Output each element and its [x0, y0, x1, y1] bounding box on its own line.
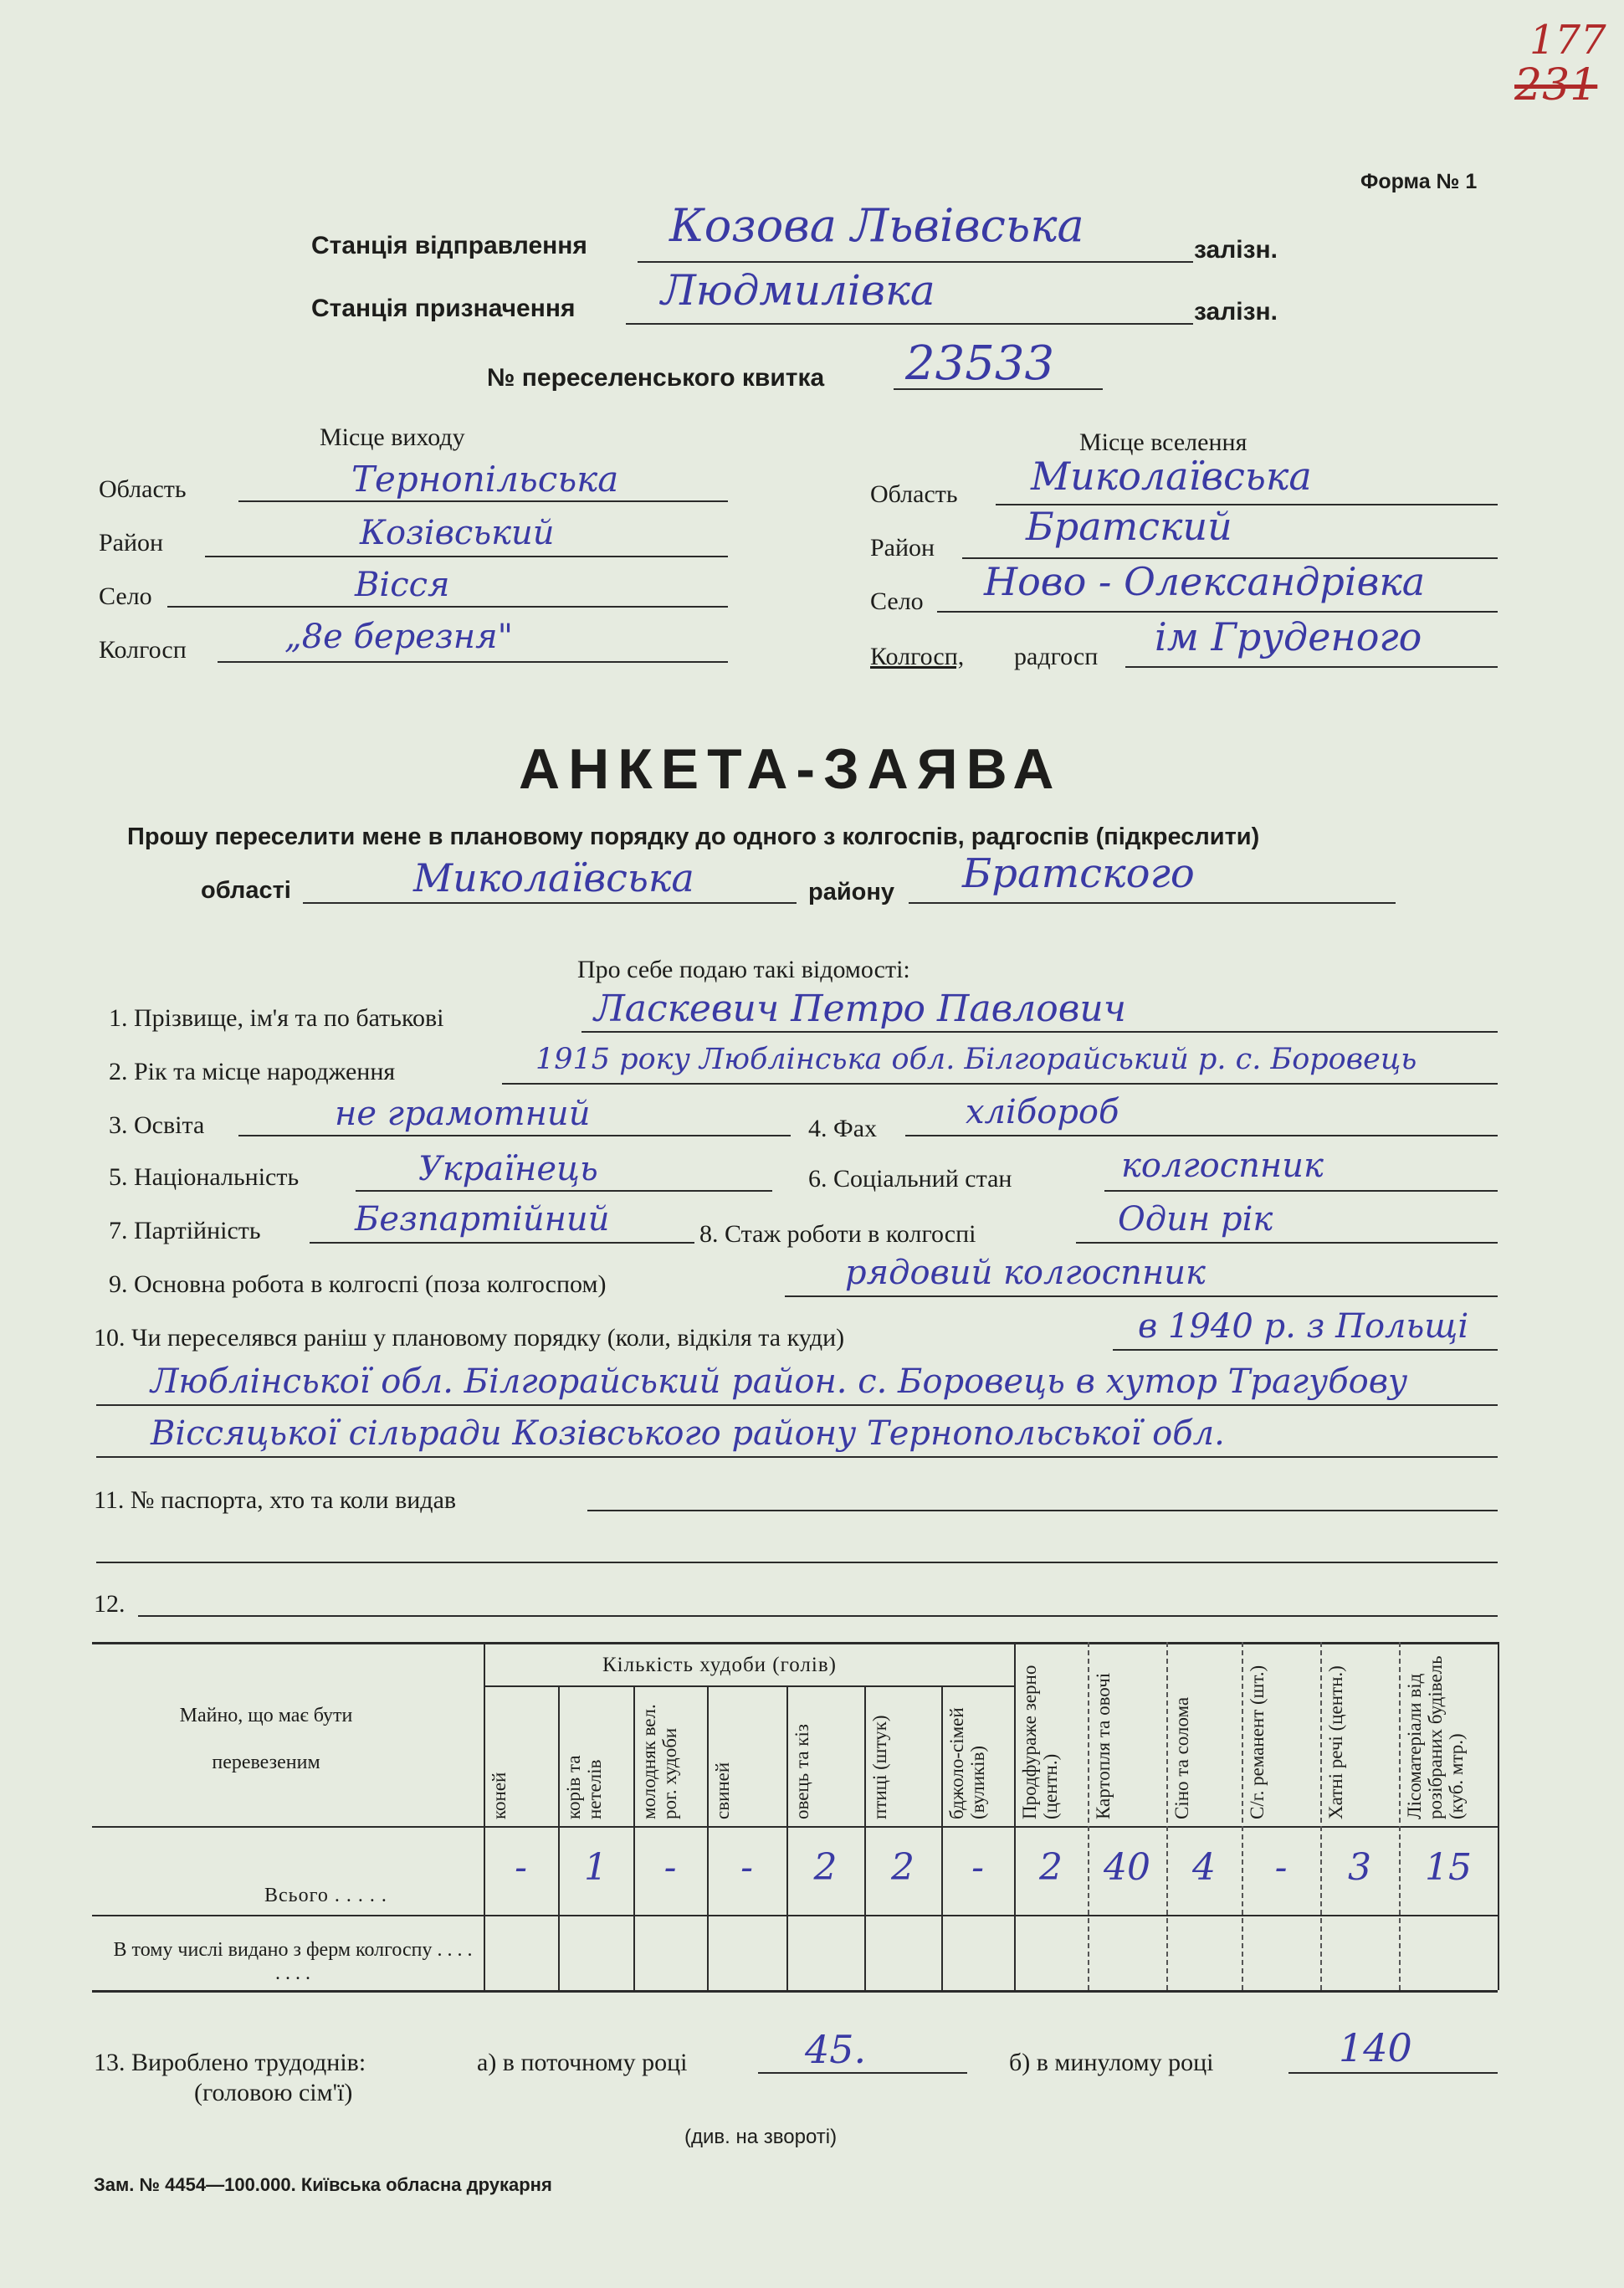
- column-header: свиней: [712, 1762, 733, 1819]
- f8-line: [1076, 1242, 1498, 1244]
- dest-kolhosp-line: [1125, 666, 1498, 668]
- f6-value[interactable]: колгоспник: [1121, 1147, 1324, 1185]
- departure-line: [638, 261, 1193, 263]
- dest-rayon-value[interactable]: Братский: [1026, 504, 1232, 549]
- f11-label: 11. № паспорта, хто та коли видав: [94, 1486, 457, 1514]
- f6-label: 6. Соціальний стан: [808, 1165, 1012, 1193]
- column-divider: [1014, 1642, 1016, 1990]
- f1-label: 1. Прізвище, ім'я та по батькові: [109, 1004, 444, 1032]
- origin-rayon-value[interactable]: Козівський: [360, 514, 555, 552]
- total-value[interactable]: 15: [1425, 1846, 1472, 1889]
- column-divider: [484, 1642, 485, 1990]
- f12-label: 12.: [94, 1590, 126, 1618]
- rail-suffix-1: залізн.: [1194, 236, 1278, 264]
- column-header: Сіно та солома: [1171, 1696, 1192, 1819]
- column-divider: [864, 1685, 866, 1990]
- f6-line: [1104, 1190, 1498, 1192]
- workdays-label: 13. Вироблено трудоднів:: [94, 2049, 366, 2076]
- workdays-previous-line: [1288, 2072, 1498, 2074]
- origin-rayon-label: Район: [99, 529, 164, 557]
- f10-label: 10. Чи переселявся раніш у плановому порядку (коли, відкіля та куди): [94, 1324, 845, 1352]
- rail-suffix-2: залізн.: [1194, 298, 1278, 326]
- origin-selo-line: [167, 606, 728, 608]
- column-divider: [707, 1685, 709, 1990]
- column-divider: [1242, 1642, 1243, 1990]
- f11-line-2: [96, 1562, 1498, 1563]
- workdays-current-value[interactable]: 45.: [805, 2027, 867, 2072]
- ticket-value[interactable]: 23533: [905, 336, 1055, 391]
- dest-radhosp-label: радгосп: [1014, 643, 1099, 670]
- total-value[interactable]: 3: [1348, 1846, 1371, 1889]
- column-header: Продфураже зерно (центн.): [1019, 1665, 1061, 1819]
- destination-value[interactable]: Людмилівка: [661, 266, 935, 315]
- workdays-previous-value[interactable]: 140: [1339, 2025, 1412, 2070]
- workdays-previous-label: б) в минулому році: [1009, 2049, 1214, 2076]
- total-value[interactable]: -: [971, 1846, 984, 1889]
- table-header-bottom: [92, 1826, 1498, 1828]
- origin-oblast-line: [238, 500, 728, 502]
- column-divider: [1399, 1642, 1401, 1990]
- info-intro: Про себе подаю такі відомості:: [577, 956, 910, 983]
- f1-value[interactable]: Ласкевич Петро Павлович: [594, 988, 1127, 1030]
- column-divider: [1166, 1642, 1168, 1990]
- f7-value[interactable]: Безпартійний: [355, 1200, 610, 1239]
- column-divider: [786, 1685, 788, 1990]
- origin-heading: Місце виходу: [320, 423, 465, 451]
- workdays-current-line: [758, 2072, 967, 2074]
- see-reverse: (див. на звороті): [684, 2126, 838, 2148]
- column-header: Лісоматеріали від розібраних будівель (куб. мтр.): [1404, 1655, 1467, 1819]
- destination-label: Станція призначення: [311, 295, 576, 322]
- f5-label: 5. Національність: [109, 1163, 300, 1191]
- f10-value-2[interactable]: Люблінської обл. Білгорайський район. с. Боровець в хутор Трагубову: [151, 1362, 1408, 1401]
- dest-kolhosp-value[interactable]: ім Груденого: [1155, 614, 1422, 659]
- livestock-header-line: [484, 1685, 1014, 1687]
- table-total-bottom: [92, 1915, 1498, 1916]
- departure-value[interactable]: Козова Львівська: [669, 199, 1084, 252]
- f4-value[interactable]: хлібороб: [966, 1093, 1119, 1131]
- table-bottom-border: [92, 1990, 1498, 1993]
- destination-line: [626, 323, 1193, 325]
- f7-line: [310, 1242, 694, 1244]
- request-rayon-value[interactable]: Братского: [962, 850, 1195, 897]
- f10-value-3[interactable]: Віссяцької сільради Козівського району Тернопольської обл.: [151, 1414, 1225, 1453]
- f4-label: 4. Фах: [808, 1115, 878, 1142]
- f9-line: [785, 1295, 1498, 1297]
- origin-kolhosp-value[interactable]: „8е березня": [284, 618, 513, 656]
- f1-line: [581, 1031, 1498, 1033]
- f11-line-1: [587, 1510, 1498, 1511]
- table-top-border: [92, 1642, 1498, 1644]
- property-header: Майно, що має бути перевезеним: [179, 1705, 353, 1773]
- dest-oblast-label: Область: [870, 480, 958, 508]
- origin-kolhosp-line: [218, 661, 728, 663]
- dest-selo-line: [937, 611, 1498, 613]
- total-value[interactable]: 2: [891, 1846, 914, 1889]
- total-value[interactable]: 40: [1104, 1846, 1150, 1889]
- total-label: Всього . . . . .: [264, 1885, 387, 1906]
- column-divider: [941, 1685, 943, 1990]
- f7-label: 7. Партійність: [109, 1217, 261, 1244]
- ticket-label: № переселенського квитка: [487, 364, 825, 392]
- f12-line: [138, 1615, 1498, 1617]
- farm-label: В тому числі видано з ферм колгоспу . . . . . . . .: [113, 1939, 473, 1984]
- origin-selo-value[interactable]: Вісся: [355, 566, 450, 604]
- form-label: Форма № 1: [1360, 170, 1478, 193]
- column-divider: [633, 1685, 635, 1990]
- dest-rayon-label: Район: [870, 534, 935, 562]
- f2-line: [502, 1083, 1498, 1085]
- column-header: Картопля та овочі: [1093, 1672, 1114, 1819]
- f9-value[interactable]: рядовий колгоспник: [845, 1254, 1206, 1292]
- departure-label: Станція відправлення: [311, 232, 587, 259]
- destination-heading: Місце вселення: [1079, 428, 1247, 456]
- origin-selo-label: Село: [99, 582, 152, 610]
- request-rayon-label: району: [808, 879, 895, 905]
- origin-oblast-label: Область: [99, 475, 187, 503]
- column-header: коней: [489, 1772, 510, 1819]
- column-header: овець та кіз: [792, 1724, 812, 1819]
- dest-oblast-value[interactable]: Миколаївська: [1031, 454, 1312, 499]
- f10-line-1: [1113, 1349, 1498, 1351]
- printer-note: Зам. № 4454—100.000. Київська обласна друкарня: [94, 2174, 552, 2195]
- column-divider: [558, 1685, 560, 1990]
- archive-number-crossed: 231: [1514, 60, 1598, 110]
- dest-kolhosp-label: Колгосп,: [870, 643, 965, 670]
- total-value[interactable]: -: [740, 1846, 753, 1889]
- f10-value-1[interactable]: в 1940 р. з Польщі: [1138, 1307, 1469, 1346]
- f3-line: [238, 1135, 791, 1136]
- form-title: АНКЕТА-ЗАЯВА: [519, 737, 1063, 801]
- total-value[interactable]: -: [663, 1846, 677, 1889]
- workdays-current-label: а) в поточному році: [477, 2049, 688, 2076]
- workdays-sublabel: (головою сім'ї): [194, 2079, 353, 2106]
- column-header: С/г. реманент (шт.): [1247, 1665, 1268, 1819]
- request-oblast-label: області: [201, 877, 291, 904]
- origin-kolhosp-label: Колгосп: [99, 636, 187, 664]
- column-header: птиці (штук): [869, 1715, 890, 1819]
- f5-value[interactable]: Українець: [418, 1150, 598, 1188]
- request-text: Прошу переселити мене в плановому порядку до одного з колгоспів, радгоспів (підкреслити): [127, 823, 1260, 850]
- column-header: бджоло-сімей (вуликів): [946, 1707, 988, 1819]
- total-value[interactable]: 4: [1192, 1846, 1216, 1889]
- livestock-header: Кількість худоби (голів): [602, 1654, 837, 1676]
- request-rayon-line: [909, 902, 1396, 904]
- f8-value[interactable]: Один рік: [1118, 1200, 1273, 1239]
- column-divider: [1320, 1642, 1322, 1990]
- total-value[interactable]: 2: [813, 1846, 838, 1889]
- total-value[interactable]: -: [515, 1846, 527, 1889]
- request-oblast-line: [303, 902, 797, 904]
- total-value[interactable]: 1: [584, 1846, 607, 1889]
- f8-label: 8. Стаж роботи в колгоспі: [699, 1220, 976, 1248]
- total-value[interactable]: 2: [1039, 1846, 1063, 1889]
- f10-line-3: [96, 1456, 1498, 1458]
- column-header: молодняк вел. рог. худоби: [638, 1704, 680, 1819]
- column-header: Хатні речі (центн.): [1325, 1665, 1346, 1819]
- total-value[interactable]: -: [1274, 1846, 1288, 1889]
- column-header: корів та нетелів: [563, 1755, 605, 1819]
- archive-number: 177: [1529, 17, 1606, 64]
- f3-value[interactable]: не грамотний: [335, 1095, 591, 1133]
- origin-rayon-line: [205, 556, 728, 557]
- origin-oblast-value[interactable]: Тернопільська: [351, 459, 619, 500]
- f2-label: 2. Рік та місце народження: [109, 1058, 396, 1085]
- f9-label: 9. Основна робота в колгоспі (поза колгоспом): [109, 1270, 607, 1298]
- dest-selo-value[interactable]: Ново - Олександрівка: [984, 559, 1426, 604]
- column-divider: [1088, 1642, 1089, 1990]
- request-oblast-value[interactable]: Миколаївська: [413, 855, 694, 900]
- dest-selo-label: Село: [870, 587, 924, 615]
- f3-label: 3. Освіта: [109, 1111, 205, 1139]
- column-divider: [1498, 1642, 1499, 1990]
- f4-line: [905, 1135, 1498, 1136]
- f10-line-2: [96, 1404, 1498, 1406]
- f2-value[interactable]: 1915 року Люблінська обл. Білгорайський р. с. Боровець: [535, 1043, 1417, 1076]
- f5-line: [356, 1190, 772, 1192]
